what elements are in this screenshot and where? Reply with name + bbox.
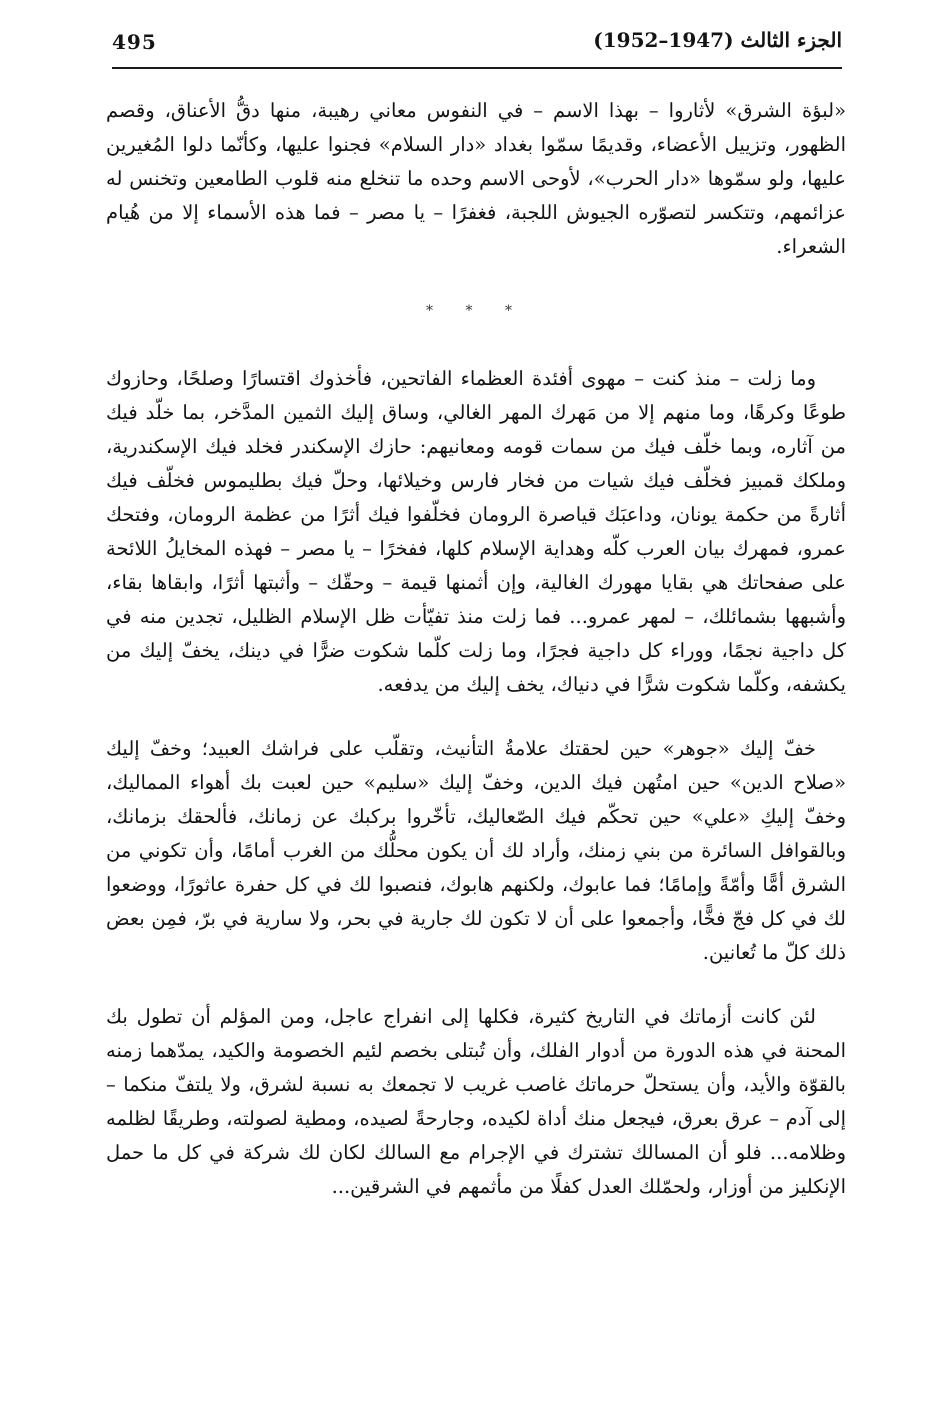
running-title: الجزء الثالث (1947–1952) [593,28,842,52]
page-number: 495 [112,30,157,54]
paragraph-3: خفّ إليك «جوهر» حين لحقتك علامةُ التأنيث، وتقلّب على فراشك العبيد؛ وخفّ إليك «صلاح الدين» حين امتُهن فيك الدين، وخفّ إليك «سليم» حين لعبت بك أهواء المماليك، وخفّ إليكِ «علي» حين تحكّم فيك الصّعاليك، تأخّروا بركبك عن زمانك، فألحقك بزمانك، وبالقوافل السائرة من بني زمنك، وأراد لك أن يكون محلُّك من الغرب أمامًا، وأن تكوني من الشرق أمًّا وأمّةً وإمامًا؛ فما عابوك، ولكنهم هابوك، فنصبوا لك في كل حفرة عاثورًا، ووضعوا لك في كل فجّ فخًّا، وأجمعوا على أن لا تكون لك جارية في بحر، ولا سارية في برّ، فمِن بعض ذلك كلّ ما تُعانين. [106,737,846,964]
body-text [106,94,846,1222]
paragraph-2: وما زلت – منذ كنت – مهوى أفئدة العظماء الفاتحين، فأخذوك اقتسارًا وصلحًا، وحازوك طوعًا وكرهًا، وما منهم إلا من مَهرك المهر الغالي، وساق إليك الثمين المدَّخر، بما خلّد فيك من آثاره، وبما خلّف فيك من سمات قومه ومعانيهم: حازك الإسكندر فخلد فيك الإسكندرية، وملكك قمبيز فخلّف فيك شيات من فخار فارس وخيلائها، وحلّ فيك بطليموس فخلّف فيك أثارةً من حكمة يونان، وداعبَك قياصرة الرومان فخلّفوا فيك أثرًا من عظمة الرومان، وفتحك عمرو، فمهرك بيان العرب كلّه وهداية الإسلام كلها، ففخرًا – يا مصر – فهذه المخايلُ اللائحة على صفحاتك هي بقايا مهورك الغالية، وإن أثمنها قيمة – وحقّك – وأثبتها أثرًا، وابقاها بقاء، وأشبهها بشمائلك، – لمهر عمرو... فما زلت منذ تفيّأت ظل الإسلام الظليل، تجدين منه في كل داجية نجمًا، ووراء كل داجية فجرًا، وما زلت كلّما شكوت ضرًّا في دينك، يخفّ إليك من يكشفه، وكلّما شكوت شرًّا في دنياك، يخف إليك من يدفعه. [106,367,846,696]
page-header [112,26,842,66]
header-rule [112,67,842,69]
section-separator: * * * [426,303,526,319]
paragraph-4: لئن كانت أزماتك في التاريخ كثيرة، فكلها إلى انفراج عاجل، ومن المؤلم أن تطول بك المحنة في هذه الدورة من أدوار الفلك، وأن تُبتلى بخصم لئيم الخصومة والكيد، يمدّهما زمنه بالقوّة والأيد، وأن يستحلّ حرماتك غاصب غريب لا تجمعك به نسبة لشرق، ولا يلتفّ منكما – إلى آدم – عرق بعرق، فيجعل منك أداة لكيده، وجارحةً لصيده، ومطية لصولته، وطريقًا لظلمه وظلامه... فلو أن المسالك تشترك في الإجرام مع السالك لكان لك شركة في كل ما حمل الإنكليز من أوزار، ولحمّلك العدل كفلًا من مأثمهم في الشرقين... [106,1005,846,1198]
paragraph-1: «لبؤة الشرق» لأثاروا – بهذا الاسم – في النفوس معاني رهيبة، منها دقُّ الأعناق، وقصم الظهور، وتزييل الأعضاء، وقديمًا سمّوا بغداد «دار السلام» فجنوا عليها، وكأنّما دلوا المُغيرين عليها، ولو سمّوها «دار الحرب»، لأوحى الاسم وحده ما تنخلع منه قلوب الطامعين وتخنس له عزائمهم، وتتكسر لتصوّره الجيوش اللجبة، فغفرًا – يا مصر – فما هذه الأسماء إلا من هُيام الشعراء. [106,99,846,258]
